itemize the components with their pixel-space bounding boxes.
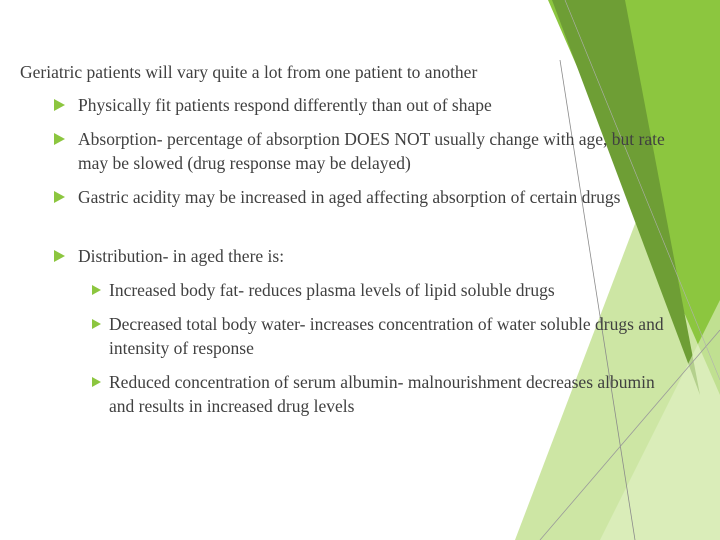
bullet-item [78, 127, 678, 175]
slide-heading: Geriatric patients will vary quite a lot from one patient to another [20, 62, 478, 82]
sub-bullet-item [109, 370, 679, 418]
arrow-bullet-icon [54, 99, 65, 111]
arrow-bullet-icon [92, 377, 101, 387]
bullet-text: Gastric acidity may be increased in aged affecting absorption of certain drugs [78, 187, 621, 207]
bullet-item [78, 185, 678, 209]
sub-bullet-text: Reduced concentration of serum albumin- malnourishment decreases albumin and results in increased drug levels [109, 372, 655, 416]
arrow-bullet-icon [54, 250, 65, 262]
bullet-text: Absorption- percentage of absorption DOES NOT usually change with age, but rate may be slowed (drug response may be delayed) [78, 129, 665, 173]
bullet-item [78, 93, 678, 117]
bullet-text: Physically fit patients respond differently than out of shape [78, 95, 492, 115]
arrow-bullet-icon [54, 133, 65, 145]
sub-bullet-item [109, 312, 679, 360]
sub-bullet-item [109, 278, 679, 302]
sub-bullet-text: Increased body fat- reduces plasma levels of lipid soluble drugs [109, 280, 555, 300]
bullet-item [78, 244, 678, 268]
arrow-bullet-icon [54, 191, 65, 203]
arrow-bullet-icon [92, 285, 101, 295]
sub-bullet-text: Decreased total body water- increases concentration of water soluble drugs and intensity of response [109, 314, 664, 358]
arrow-bullet-icon [92, 319, 101, 329]
bullet-text: Distribution- in aged there is: [78, 246, 285, 266]
